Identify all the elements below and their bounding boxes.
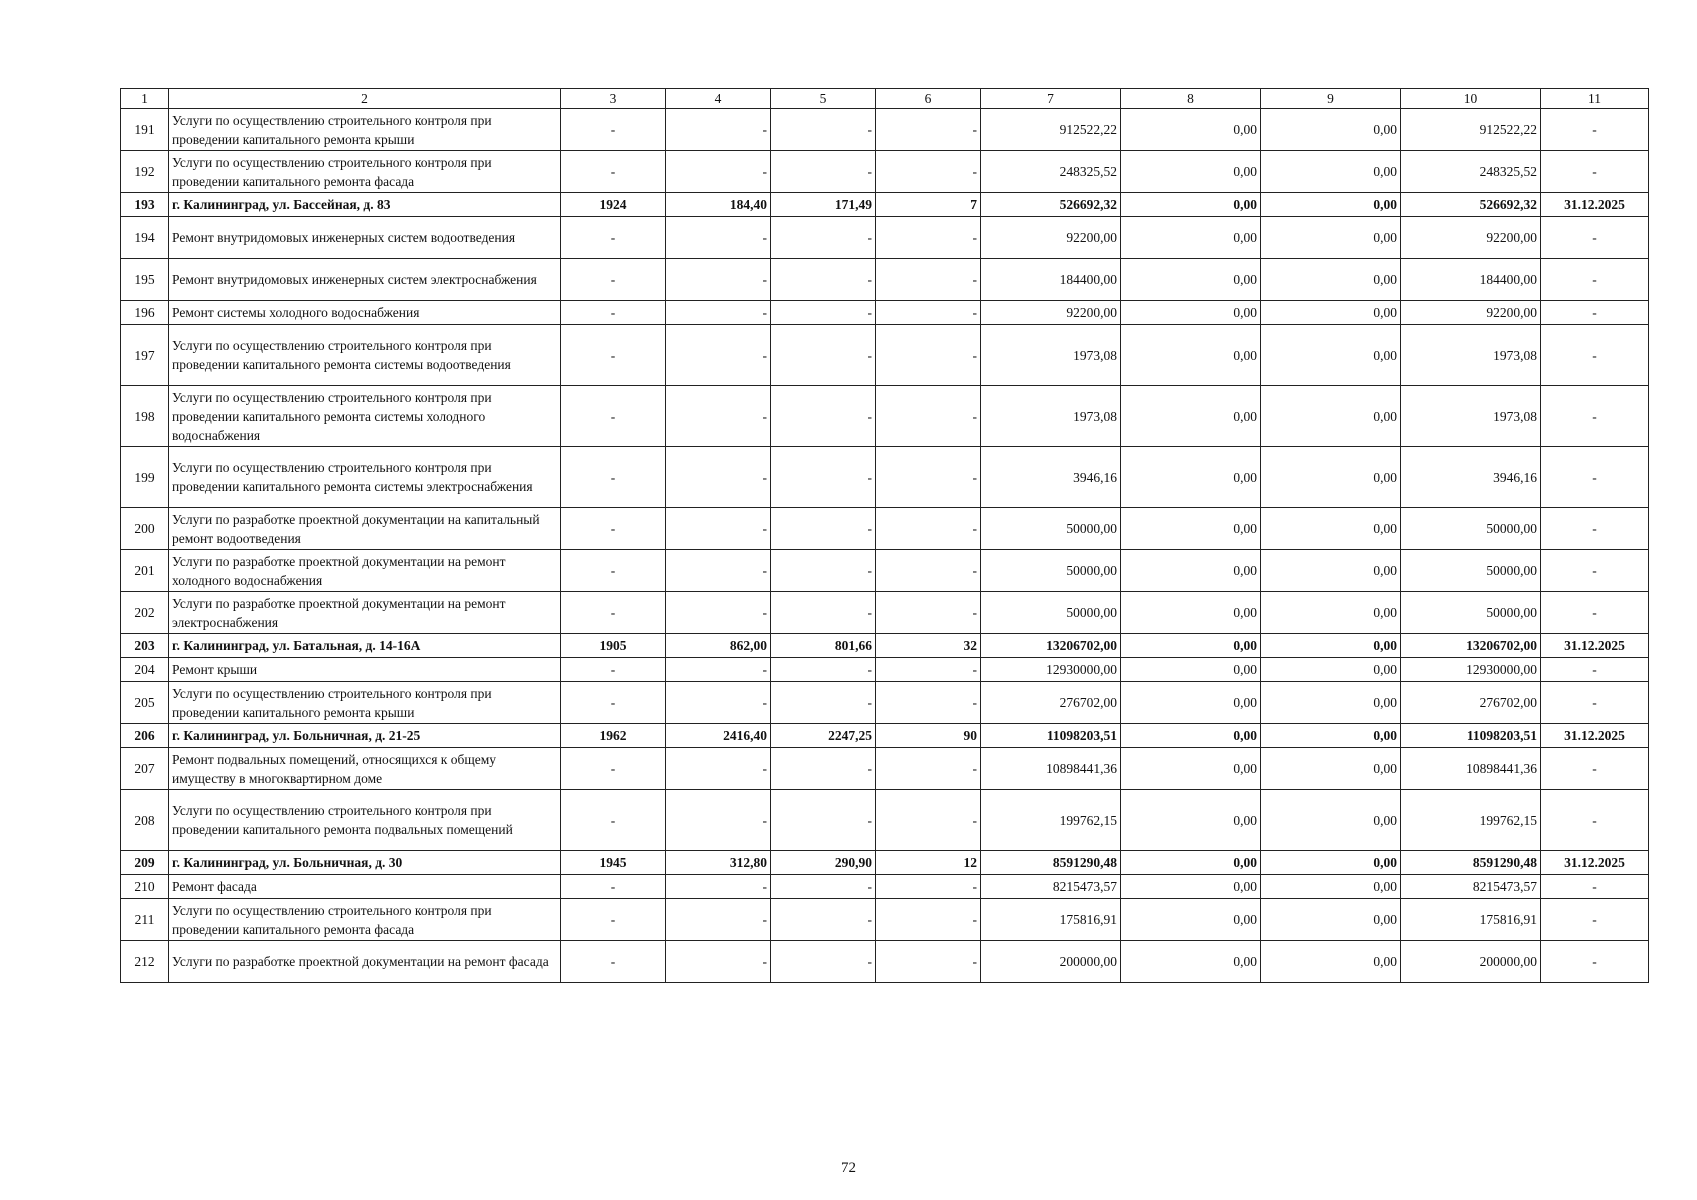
budget-table <box>120 88 1649 983</box>
amount-cell: 200000,00 <box>1401 941 1541 983</box>
date-cell: - <box>1541 941 1649 983</box>
year-cell: - <box>561 682 666 724</box>
column-header: 4 <box>666 89 771 109</box>
date-cell: - <box>1541 875 1649 899</box>
amount-cell: 0,00 <box>1261 447 1401 508</box>
area-cell: 862,00 <box>666 634 771 658</box>
year-cell: - <box>561 109 666 151</box>
item-name: г. Калининград, ул. Бассейная, д. 83 <box>169 193 561 217</box>
area-cell: - <box>666 259 771 301</box>
amount-cell: 50000,00 <box>1401 550 1541 592</box>
amount-cell: 248325,52 <box>981 151 1121 193</box>
amount-cell: 50000,00 <box>1401 508 1541 550</box>
amount-cell: 0,00 <box>1261 217 1401 259</box>
amount-cell: 10898441,36 <box>1401 748 1541 790</box>
row-number: 195 <box>121 259 169 301</box>
item-name: Услуги по осуществлению строительного контроля при проведении капитального ремонта системы холодного водоснабжения <box>169 386 561 447</box>
area-cell: - <box>771 447 876 508</box>
count-cell: - <box>876 217 981 259</box>
row-number: 202 <box>121 592 169 634</box>
amount-cell: 248325,52 <box>1401 151 1541 193</box>
amount-cell: 0,00 <box>1261 508 1401 550</box>
table-row <box>121 447 1649 508</box>
row-number: 196 <box>121 301 169 325</box>
amount-cell: 0,00 <box>1121 682 1261 724</box>
area-cell: - <box>666 658 771 682</box>
area-cell: - <box>666 301 771 325</box>
column-header: 9 <box>1261 89 1401 109</box>
year-cell: 1905 <box>561 634 666 658</box>
year-cell: 1945 <box>561 851 666 875</box>
table-row <box>121 217 1649 259</box>
table-row <box>121 748 1649 790</box>
amount-cell: 1973,08 <box>981 325 1121 386</box>
column-header: 3 <box>561 89 666 109</box>
year-cell: - <box>561 550 666 592</box>
column-header: 5 <box>771 89 876 109</box>
amount-cell: 13206702,00 <box>981 634 1121 658</box>
date-cell: - <box>1541 447 1649 508</box>
count-cell: - <box>876 259 981 301</box>
amount-cell: 0,00 <box>1261 748 1401 790</box>
amount-cell: 92200,00 <box>1401 301 1541 325</box>
row-number: 205 <box>121 682 169 724</box>
count-cell: - <box>876 447 981 508</box>
area-cell: - <box>771 325 876 386</box>
amount-cell: 526692,32 <box>1401 193 1541 217</box>
area-cell: - <box>666 682 771 724</box>
count-cell: - <box>876 301 981 325</box>
page-number: 72 <box>841 1160 856 1176</box>
amount-cell: 50000,00 <box>981 592 1121 634</box>
table-row <box>121 941 1649 983</box>
year-cell: - <box>561 875 666 899</box>
amount-cell: 0,00 <box>1121 301 1261 325</box>
table-row <box>121 634 1649 658</box>
area-cell: - <box>771 259 876 301</box>
amount-cell: 0,00 <box>1121 508 1261 550</box>
year-cell: - <box>561 447 666 508</box>
amount-cell: 184400,00 <box>1401 259 1541 301</box>
amount-cell: 0,00 <box>1121 151 1261 193</box>
date-cell: - <box>1541 682 1649 724</box>
year-cell: 1924 <box>561 193 666 217</box>
count-cell: - <box>876 592 981 634</box>
column-number-row <box>121 89 1649 109</box>
amount-cell: 12930000,00 <box>1401 658 1541 682</box>
row-number: 194 <box>121 217 169 259</box>
area-cell: - <box>771 658 876 682</box>
date-cell: - <box>1541 790 1649 851</box>
amount-cell: 0,00 <box>1261 899 1401 941</box>
count-cell: - <box>876 941 981 983</box>
amount-cell: 184400,00 <box>981 259 1121 301</box>
date-cell: - <box>1541 109 1649 151</box>
table-row <box>121 875 1649 899</box>
row-number: 206 <box>121 724 169 748</box>
area-cell: - <box>666 550 771 592</box>
area-cell: - <box>771 151 876 193</box>
table-row <box>121 550 1649 592</box>
area-cell: - <box>666 109 771 151</box>
area-cell: - <box>771 682 876 724</box>
amount-cell: 276702,00 <box>1401 682 1541 724</box>
row-number: 200 <box>121 508 169 550</box>
count-cell: - <box>876 508 981 550</box>
area-cell: 801,66 <box>771 634 876 658</box>
item-name: Ремонт внутридомовых инженерных систем электроснабжения <box>169 259 561 301</box>
date-cell: 31.12.2025 <box>1541 724 1649 748</box>
date-cell: - <box>1541 325 1649 386</box>
date-cell: 31.12.2025 <box>1541 193 1649 217</box>
row-number: 208 <box>121 790 169 851</box>
year-cell: - <box>561 941 666 983</box>
amount-cell: 0,00 <box>1261 875 1401 899</box>
count-cell: 12 <box>876 851 981 875</box>
row-number: 193 <box>121 193 169 217</box>
amount-cell: 912522,22 <box>1401 109 1541 151</box>
area-cell: - <box>666 592 771 634</box>
amount-cell: 276702,00 <box>981 682 1121 724</box>
amount-cell: 0,00 <box>1121 899 1261 941</box>
count-cell: - <box>876 109 981 151</box>
amount-cell: 0,00 <box>1121 217 1261 259</box>
table-row <box>121 259 1649 301</box>
amount-cell: 8215473,57 <box>981 875 1121 899</box>
column-header: 11 <box>1541 89 1649 109</box>
area-cell: - <box>771 592 876 634</box>
row-number: 198 <box>121 386 169 447</box>
area-cell: 184,40 <box>666 193 771 217</box>
row-number: 204 <box>121 658 169 682</box>
area-cell: - <box>666 151 771 193</box>
amount-cell: 0,00 <box>1261 301 1401 325</box>
year-cell: - <box>561 217 666 259</box>
date-cell: - <box>1541 301 1649 325</box>
item-name: Услуги по осуществлению строительного контроля при проведении капитального ремонта крыши <box>169 682 561 724</box>
row-number: 191 <box>121 109 169 151</box>
amount-cell: 3946,16 <box>981 447 1121 508</box>
amount-cell: 0,00 <box>1121 386 1261 447</box>
area-cell: - <box>771 301 876 325</box>
count-cell: 32 <box>876 634 981 658</box>
table-body <box>121 89 1649 983</box>
area-cell: - <box>771 109 876 151</box>
date-cell: - <box>1541 899 1649 941</box>
amount-cell: 50000,00 <box>981 550 1121 592</box>
item-name: Услуги по осуществлению строительного контроля при проведении капитального ремонта фасада <box>169 899 561 941</box>
area-cell: 312,80 <box>666 851 771 875</box>
amount-cell: 1973,08 <box>981 386 1121 447</box>
item-name: Услуги по разработке проектной документации на ремонт электроснабжения <box>169 592 561 634</box>
item-name: Ремонт крыши <box>169 658 561 682</box>
date-cell: - <box>1541 592 1649 634</box>
row-number: 209 <box>121 851 169 875</box>
amount-cell: 0,00 <box>1261 682 1401 724</box>
count-cell: - <box>876 682 981 724</box>
item-name: Ремонт системы холодного водоснабжения <box>169 301 561 325</box>
count-cell: - <box>876 658 981 682</box>
amount-cell: 11098203,51 <box>981 724 1121 748</box>
year-cell: - <box>561 592 666 634</box>
row-number: 211 <box>121 899 169 941</box>
item-name: Услуги по осуществлению строительного контроля при проведении капитального ремонта фасада <box>169 151 561 193</box>
table-row <box>121 109 1649 151</box>
year-cell: - <box>561 325 666 386</box>
amount-cell: 0,00 <box>1261 592 1401 634</box>
column-header: 6 <box>876 89 981 109</box>
amount-cell: 912522,22 <box>981 109 1121 151</box>
amount-cell: 0,00 <box>1121 193 1261 217</box>
year-cell: - <box>561 386 666 447</box>
area-cell: 2416,40 <box>666 724 771 748</box>
count-cell: 7 <box>876 193 981 217</box>
amount-cell: 50000,00 <box>981 508 1121 550</box>
amount-cell: 11098203,51 <box>1401 724 1541 748</box>
count-cell: - <box>876 875 981 899</box>
amount-cell: 8215473,57 <box>1401 875 1541 899</box>
amount-cell: 0,00 <box>1121 109 1261 151</box>
row-number: 212 <box>121 941 169 983</box>
amount-cell: 0,00 <box>1261 109 1401 151</box>
column-header: 7 <box>981 89 1121 109</box>
year-cell: - <box>561 301 666 325</box>
column-header: 10 <box>1401 89 1541 109</box>
item-name: Услуги по осуществлению строительного контроля при проведении капитального ремонта системы водоотведения <box>169 325 561 386</box>
table-row <box>121 301 1649 325</box>
count-cell: - <box>876 550 981 592</box>
amount-cell: 0,00 <box>1261 790 1401 851</box>
item-name: Услуги по разработке проектной документации на капитальный ремонт водоотведения <box>169 508 561 550</box>
table-row <box>121 851 1649 875</box>
item-name: г. Калининград, ул. Больничная, д. 30 <box>169 851 561 875</box>
amount-cell: 50000,00 <box>1401 592 1541 634</box>
item-name: г. Калининград, ул. Батальная, д. 14-16А <box>169 634 561 658</box>
area-cell: - <box>771 790 876 851</box>
area-cell: - <box>771 550 876 592</box>
count-cell: - <box>876 899 981 941</box>
item-name: г. Калининград, ул. Больничная, д. 21-25 <box>169 724 561 748</box>
count-cell: 90 <box>876 724 981 748</box>
area-cell: - <box>666 386 771 447</box>
area-cell: - <box>666 875 771 899</box>
year-cell: - <box>561 899 666 941</box>
row-number: 203 <box>121 634 169 658</box>
amount-cell: 92200,00 <box>981 301 1121 325</box>
date-cell: - <box>1541 748 1649 790</box>
area-cell: - <box>771 386 876 447</box>
column-header: 8 <box>1121 89 1261 109</box>
row-number: 210 <box>121 875 169 899</box>
item-name: Услуги по осуществлению строительного контроля при проведении капитального ремонта системы электроснабжения <box>169 447 561 508</box>
amount-cell: 0,00 <box>1121 875 1261 899</box>
amount-cell: 0,00 <box>1121 724 1261 748</box>
year-cell: - <box>561 790 666 851</box>
date-cell: - <box>1541 550 1649 592</box>
amount-cell: 0,00 <box>1261 941 1401 983</box>
amount-cell: 0,00 <box>1121 447 1261 508</box>
amount-cell: 0,00 <box>1261 325 1401 386</box>
column-header: 1 <box>121 89 169 109</box>
table-row <box>121 658 1649 682</box>
amount-cell: 0,00 <box>1261 658 1401 682</box>
date-cell: - <box>1541 386 1649 447</box>
table-row <box>121 682 1649 724</box>
amount-cell: 0,00 <box>1121 259 1261 301</box>
area-cell: - <box>666 447 771 508</box>
row-number: 192 <box>121 151 169 193</box>
row-number: 199 <box>121 447 169 508</box>
amount-cell: 0,00 <box>1261 724 1401 748</box>
table-row <box>121 151 1649 193</box>
amount-cell: 92200,00 <box>1401 217 1541 259</box>
amount-cell: 0,00 <box>1261 151 1401 193</box>
amount-cell: 0,00 <box>1261 259 1401 301</box>
amount-cell: 0,00 <box>1261 386 1401 447</box>
count-cell: - <box>876 151 981 193</box>
date-cell: - <box>1541 151 1649 193</box>
year-cell: - <box>561 508 666 550</box>
amount-cell: 1973,08 <box>1401 386 1541 447</box>
year-cell: - <box>561 748 666 790</box>
count-cell: - <box>876 386 981 447</box>
amount-cell: 0,00 <box>1261 550 1401 592</box>
table-row <box>121 325 1649 386</box>
area-cell: 290,90 <box>771 851 876 875</box>
area-cell: - <box>666 217 771 259</box>
count-cell: - <box>876 790 981 851</box>
table-row <box>121 386 1649 447</box>
table-row <box>121 592 1649 634</box>
date-cell: - <box>1541 658 1649 682</box>
amount-cell: 526692,32 <box>981 193 1121 217</box>
item-name: Услуги по осуществлению строительного контроля при проведении капитального ремонта подвальных помещений <box>169 790 561 851</box>
amount-cell: 12930000,00 <box>981 658 1121 682</box>
area-cell: - <box>666 941 771 983</box>
date-cell: 31.12.2025 <box>1541 634 1649 658</box>
item-name: Услуги по осуществлению строительного контроля при проведении капитального ремонта крыши <box>169 109 561 151</box>
area-cell: - <box>771 899 876 941</box>
amount-cell: 199762,15 <box>981 790 1121 851</box>
amount-cell: 0,00 <box>1121 941 1261 983</box>
amount-cell: 0,00 <box>1121 658 1261 682</box>
amount-cell: 175816,91 <box>981 899 1121 941</box>
item-name: Ремонт подвальных помещений, относящихся к общему имуществу в многоквартирном доме <box>169 748 561 790</box>
count-cell: - <box>876 325 981 386</box>
area-cell: - <box>666 325 771 386</box>
item-name: Услуги по разработке проектной документации на ремонт фасада <box>169 941 561 983</box>
amount-cell: 10898441,36 <box>981 748 1121 790</box>
area-cell: - <box>771 508 876 550</box>
date-cell: - <box>1541 508 1649 550</box>
amount-cell: 0,00 <box>1121 790 1261 851</box>
date-cell: - <box>1541 217 1649 259</box>
amount-cell: 1973,08 <box>1401 325 1541 386</box>
area-cell: - <box>666 790 771 851</box>
item-name: Услуги по разработке проектной документации на ремонт холодного водоснабжения <box>169 550 561 592</box>
table-row <box>121 508 1649 550</box>
amount-cell: 0,00 <box>1121 634 1261 658</box>
amount-cell: 13206702,00 <box>1401 634 1541 658</box>
area-cell: - <box>666 508 771 550</box>
row-number: 207 <box>121 748 169 790</box>
area-cell: - <box>771 875 876 899</box>
item-name: Ремонт внутридомовых инженерных систем водоотведения <box>169 217 561 259</box>
table-row <box>121 193 1649 217</box>
year-cell: - <box>561 658 666 682</box>
amount-cell: 8591290,48 <box>1401 851 1541 875</box>
amount-cell: 0,00 <box>1121 592 1261 634</box>
area-cell: - <box>771 217 876 259</box>
amount-cell: 0,00 <box>1261 193 1401 217</box>
amount-cell: 0,00 <box>1121 851 1261 875</box>
item-name: Ремонт фасада <box>169 875 561 899</box>
row-number: 197 <box>121 325 169 386</box>
amount-cell: 199762,15 <box>1401 790 1541 851</box>
year-cell: 1962 <box>561 724 666 748</box>
area-cell: - <box>771 748 876 790</box>
table-row <box>121 899 1649 941</box>
column-header: 2 <box>169 89 561 109</box>
amount-cell: 3946,16 <box>1401 447 1541 508</box>
amount-cell: 8591290,48 <box>981 851 1121 875</box>
amount-cell: 0,00 <box>1261 851 1401 875</box>
date-cell: 31.12.2025 <box>1541 851 1649 875</box>
area-cell: 2247,25 <box>771 724 876 748</box>
row-number: 201 <box>121 550 169 592</box>
area-cell: 171,49 <box>771 193 876 217</box>
count-cell: - <box>876 748 981 790</box>
amount-cell: 0,00 <box>1261 634 1401 658</box>
year-cell: - <box>561 259 666 301</box>
amount-cell: 0,00 <box>1121 748 1261 790</box>
area-cell: - <box>666 748 771 790</box>
date-cell: - <box>1541 259 1649 301</box>
year-cell: - <box>561 151 666 193</box>
amount-cell: 0,00 <box>1121 550 1261 592</box>
amount-cell: 175816,91 <box>1401 899 1541 941</box>
area-cell: - <box>771 941 876 983</box>
table-row <box>121 724 1649 748</box>
amount-cell: 0,00 <box>1121 325 1261 386</box>
area-cell: - <box>666 899 771 941</box>
amount-cell: 92200,00 <box>981 217 1121 259</box>
table-row <box>121 790 1649 851</box>
amount-cell: 200000,00 <box>981 941 1121 983</box>
